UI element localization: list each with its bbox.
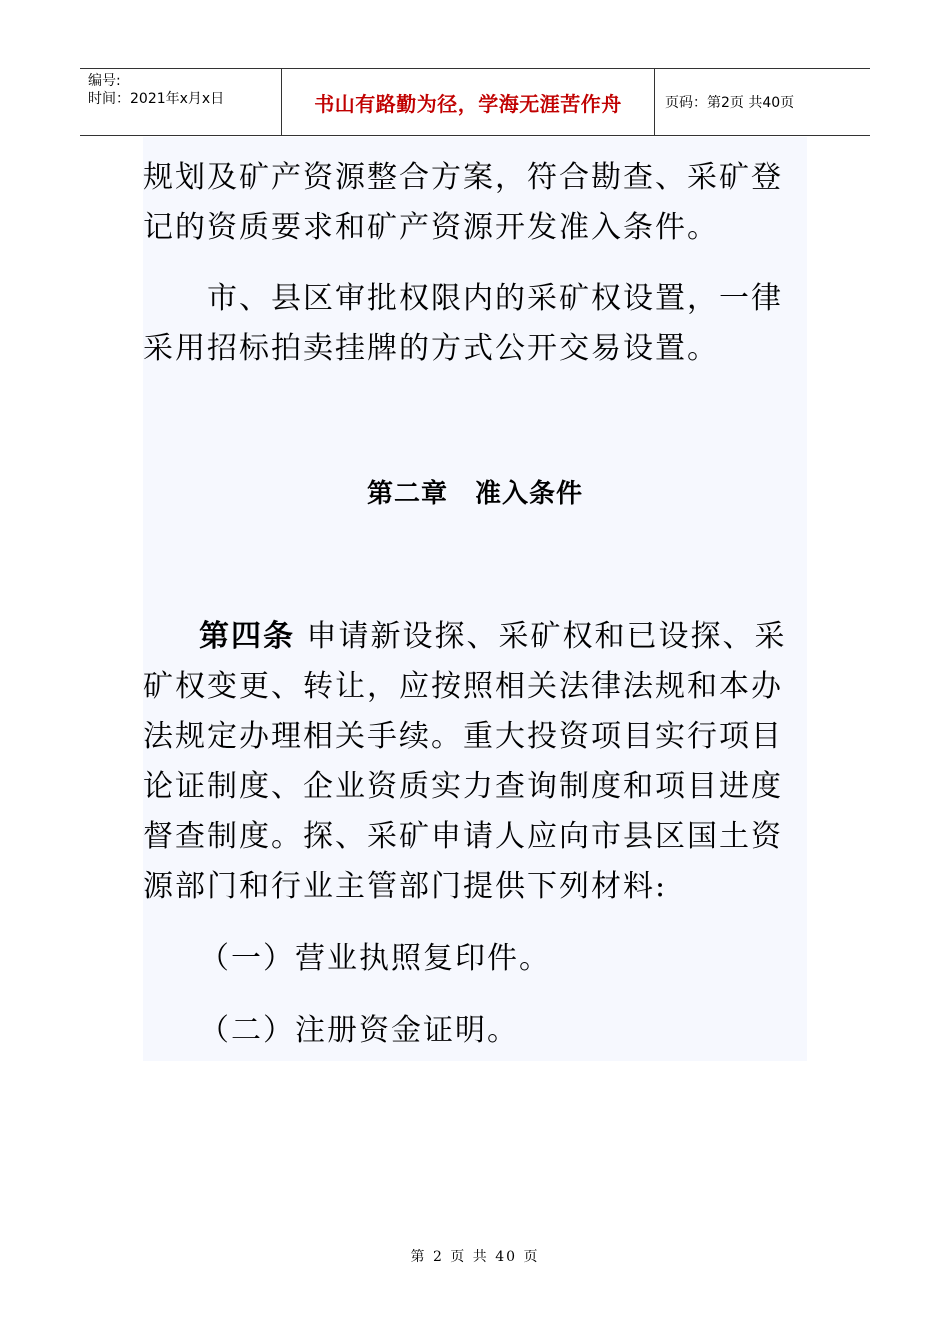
- header-motto: 书山有路勤为径，学海无涯苦作舟: [282, 69, 655, 135]
- document-number-label: 编号:: [88, 73, 121, 89]
- document-time-label: 时间：2021年x月x日: [88, 91, 225, 107]
- paragraph-continuation: 规划及矿产资源整合方案，符合勘查、采矿登记的资质要求和矿产资源开发准入条件。: [143, 160, 783, 245]
- list-item-registered-capital: （二）注册资金证明。: [199, 1013, 519, 1048]
- page-header: [80, 68, 870, 136]
- article-number: 第四条: [199, 619, 295, 654]
- page-footer: 第 2 页 共 40 页: [410, 1249, 540, 1265]
- article-four-paragraph: [143, 612, 807, 912]
- paragraph-mining-rights: 市、县区审批权限内的采矿权设置，一律采用招标拍卖挂牌的方式公开交易设置。: [143, 281, 783, 366]
- header-meta-cell: [80, 69, 282, 135]
- list-item-business-license: （一）营业执照复印件。: [199, 941, 551, 976]
- chapter-title: 第二章 准入条件: [366, 479, 583, 509]
- article-text: 申请新设探、采矿权和已设探、采矿权变更、转让，应按照相关法律法规和本办法规定办理相关手续。重大投资项目实行项目论证制度、企业资质实力查询制度和项目进度督查制度。探、采矿申请人应向市县区国土资源部门和行业主管部门提供下列材料:: [143, 619, 787, 904]
- header-page-info: 页码：第2页 共40页: [665, 95, 795, 111]
